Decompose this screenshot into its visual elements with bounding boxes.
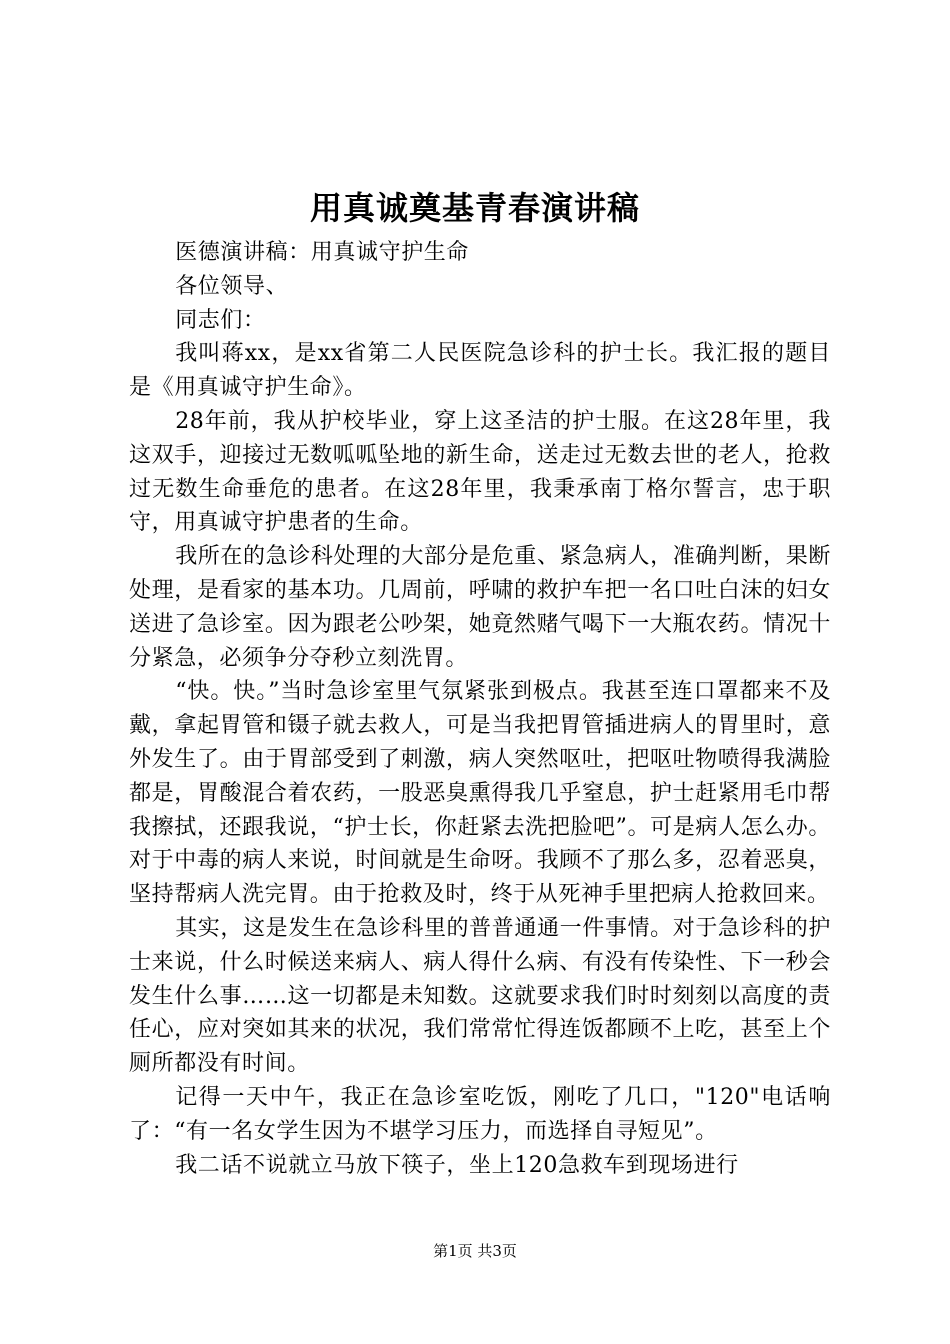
- paragraph: 医德演讲稿：用真诚守护生命: [175, 240, 469, 265]
- paragraph: 我叫蒋xx，是xx省第二人民医院急诊科的护士长。我汇报的题目是《用真诚守护生命》。: [129, 341, 831, 401]
- paragraph: “快。快。”当时急诊室里气氛紧张到极点。我甚至连口罩都来不及戴，拿起胃管和镊子就去救人，可是当我把胃管插进病人的胃里时，意外发生了。由于胃部受到了刺激，病人突然呕吐，把呕吐物喷得我满脸都是，胃酸混合着农药，一股恶臭熏得我几乎窒息，护士赶紧用毛巾帮我擦拭，还跟我说，“护士长，你赶紧去洗把脸吧”。可是病人怎么办。对于中毒的病人来说，时间就是生命呀。我顾不了那么多，忍着恶臭，坚持帮病人洗完胃。由于抢救及时，终于从死神手里把病人抢救回来。: [129, 679, 831, 908]
- page-footer: 第1页 共3页: [433, 1242, 517, 1260]
- document-title: 用真诚奠基青春演讲稿: [309, 189, 640, 227]
- paragraph: 各位领导、: [175, 273, 289, 299]
- paragraph: 同志们：: [175, 307, 266, 333]
- paragraph: 我所在的急诊科处理的大部分是危重、紧急病人，准确判断，果断处理，是看家的基本功。几周前，呼啸的救护车把一名口吐白沫的妇女送进了急诊室。因为跟老公吵架，她竟然赌气喝下一大瓶农药。情况十分紧急，必须争分夺秒立刻洗胃。: [129, 544, 831, 671]
- paragraph: 记得一天中午，我正在急诊室吃饭，刚吃了几口，"120"电话响了：“有一名女学生因为不堪学习压力，而选择自寻短见”。: [129, 1084, 831, 1144]
- document-body: [129, 236, 831, 1182]
- paragraph: 其实，这是发生在急诊科里的普普通通一件事情。对于急诊科的护士来说，什么时候送来病人、病人得什么病、有没有传染性、下一秒会发生什么事……这一切都是未知数。这就要求我们时时刻刻以高度的责任心，应对突如其来的状况，我们常常忙得连饭都顾不上吃，甚至上个厕所都没有时间。: [129, 915, 831, 1077]
- paragraph: 28年前，我从护校毕业，穿上这圣洁的护士服。在这28年里，我这双手，迎接过无数呱呱坠地的新生命，送走过无数去世的老人，抢救过无数生命垂危的患者。在这28年里，我秉承南丁格尔誓言，忠于职守，用真诚守护患者的生命。: [129, 408, 831, 536]
- paragraph: 我二话不说就立马放下筷子，坐上120急救车到现场进行: [175, 1152, 739, 1178]
